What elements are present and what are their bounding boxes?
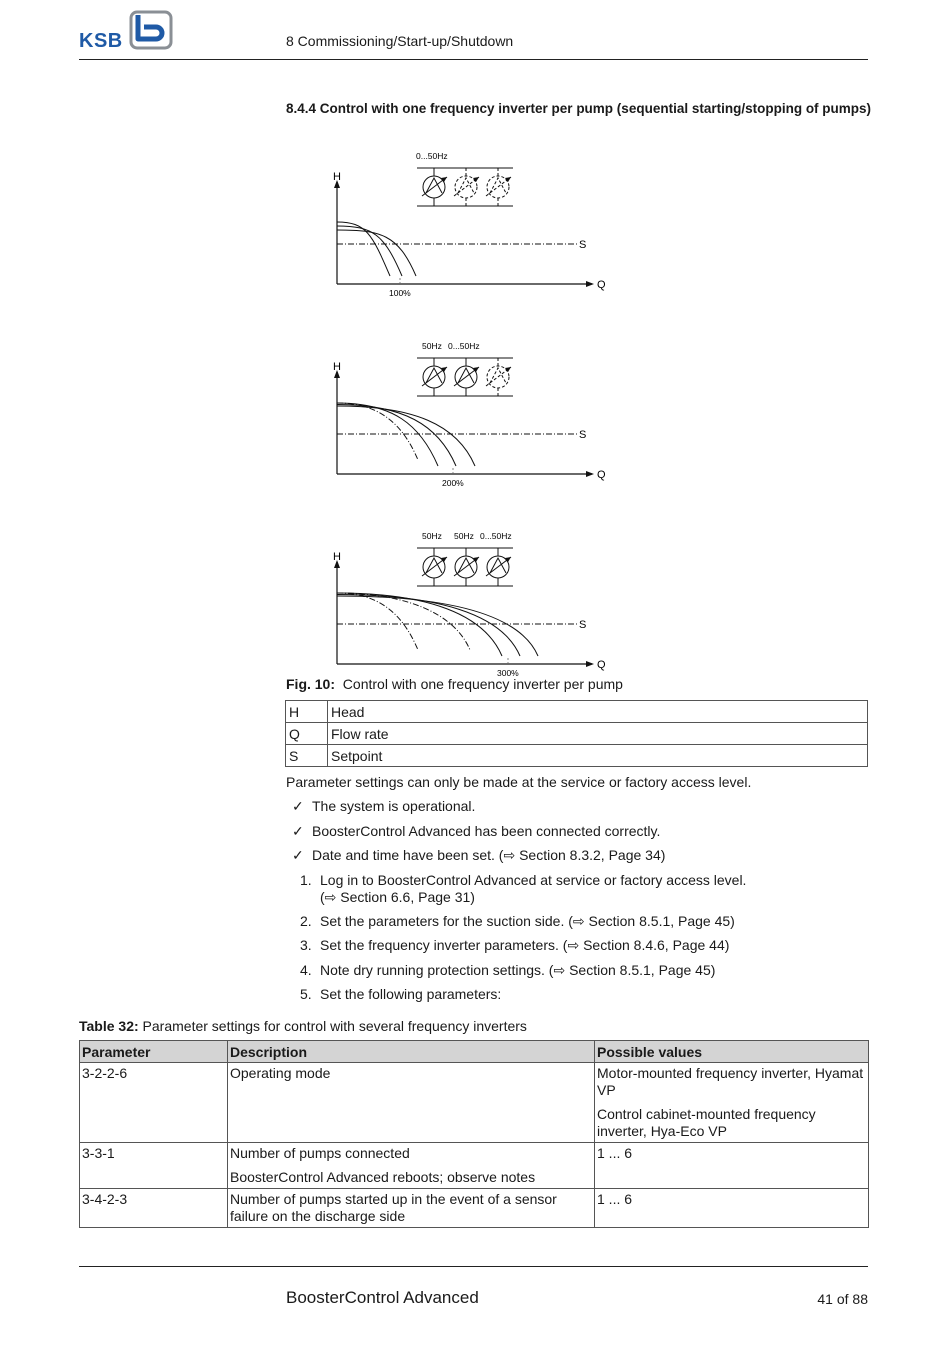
- param-cell: 3-3-1: [80, 1143, 228, 1189]
- figure-caption: [286, 676, 623, 692]
- description-text: Operating mode: [230, 1065, 331, 1081]
- axis-label-flow: Q: [597, 279, 606, 291]
- step-number: 2.: [300, 913, 312, 929]
- step-item: [300, 962, 860, 979]
- frequency-label: 50Hz: [422, 531, 442, 541]
- figure-caption-text: Control with one frequency inverter per pump: [342, 676, 623, 692]
- intro-text: Parameter settings can only be made at the service or factory access level.: [286, 774, 752, 790]
- setpoint-label: S: [579, 239, 587, 251]
- col-header-values: Possible values: [595, 1041, 869, 1063]
- check-icon: ✓: [292, 822, 304, 839]
- frequency-label: 50Hz: [454, 531, 474, 541]
- value-text: 1 ... 6: [597, 1145, 633, 1161]
- param-cell: 3-2-2-6: [80, 1063, 228, 1143]
- legend-key: H: [286, 701, 328, 723]
- frequency-label: 0...50Hz: [480, 531, 512, 541]
- setpoint-label: S: [579, 619, 587, 631]
- step-text: Set the following parameters:: [320, 986, 502, 1002]
- value-text: 1 ... 6: [597, 1191, 633, 1207]
- step-reference: (⇨ Section 6.6, Page 31): [320, 889, 475, 905]
- step-number: 5.: [300, 986, 312, 1002]
- percent-label: 100%: [389, 288, 411, 298]
- step-item: [300, 986, 860, 1003]
- step-item: [300, 937, 860, 954]
- check-icon: ✓: [292, 847, 304, 863]
- values-cell: [595, 1143, 869, 1189]
- header-rule: [79, 59, 868, 60]
- table-label: Table 32:: [79, 1018, 139, 1034]
- description-cell: [228, 1063, 595, 1143]
- axis-label-head: H: [333, 361, 341, 373]
- description-cell: [228, 1189, 595, 1228]
- step-text: Log in to BoosterControl Advanced at service or factory access level.: [320, 872, 747, 888]
- step-number: 3.: [300, 937, 312, 953]
- axis-label-flow: Q: [597, 469, 606, 481]
- percent-label: 300%: [497, 668, 519, 678]
- col-header-parameter: Parameter: [80, 1041, 228, 1063]
- pump-diagram: [333, 341, 606, 488]
- pump-curve-diagrams: [320, 140, 620, 678]
- values-cell: [595, 1063, 869, 1143]
- pump-icon: [454, 358, 479, 396]
- param-cell: 3-4-2-3: [80, 1189, 228, 1228]
- prerequisite-text: The system is operational.: [312, 798, 476, 814]
- ksb-logo-icon: [128, 9, 174, 51]
- description-text: Number of pumps started up in the event of a sensor failure on the discharge side: [230, 1191, 557, 1224]
- section-title: 8.4.4 Control with one frequency inverter per pump (sequential starting/stopping of pumps): [286, 101, 872, 116]
- prerequisite-item: [292, 823, 660, 840]
- legend-table: [285, 700, 868, 767]
- legend-value: Head: [328, 701, 868, 723]
- legend-value: Setpoint: [328, 745, 868, 767]
- col-header-description: Description: [228, 1041, 595, 1063]
- setpoint-label: S: [579, 429, 587, 441]
- pump-icon: [486, 168, 511, 206]
- legend-row: [286, 723, 868, 745]
- pump-icon: [422, 548, 447, 586]
- legend-row: [286, 701, 868, 723]
- pump-icon: [486, 548, 511, 586]
- frequency-label: 0...50Hz: [448, 341, 480, 351]
- axis-label-head: H: [333, 171, 341, 183]
- table-caption: [79, 1018, 527, 1034]
- pump-icon: [454, 548, 479, 586]
- step-number: 1.: [300, 872, 312, 888]
- pump-icon: [454, 168, 479, 206]
- values-cell: [595, 1189, 869, 1228]
- footer-title: BoosterControl Advanced: [286, 1288, 479, 1307]
- axis-label-head: H: [333, 551, 341, 563]
- legend-key: S: [286, 745, 328, 767]
- step-text: Note dry running protection settings. (⇨ Section 8.5.1, Page 45): [320, 962, 716, 978]
- ksb-logo-text: KSB: [79, 30, 123, 52]
- frequency-label: 50Hz: [422, 341, 442, 351]
- table-caption-text: Parameter settings for control with several frequency inverters: [142, 1018, 527, 1034]
- prerequisite-item: [292, 798, 475, 815]
- prerequisite-text: BoosterControl Advanced has been connected correctly.: [312, 822, 661, 839]
- value-text: Motor-mounted frequency inverter, Hyamat VP: [597, 1065, 864, 1098]
- prerequisite-text: Date and time have been set. (⇨ Section 8.3.2, Page 34): [312, 847, 666, 863]
- table-row: [80, 1063, 869, 1143]
- legend-row: [286, 745, 868, 767]
- step-item: [300, 872, 860, 906]
- parameter-table: [79, 1040, 869, 1228]
- percent-label: 200%: [442, 478, 464, 488]
- pump-diagram: [333, 151, 606, 298]
- frequency-label: 0...50Hz: [416, 151, 448, 161]
- prerequisite-item: [292, 847, 665, 864]
- pump-icon: [422, 168, 447, 206]
- legend-value: Flow rate: [328, 723, 868, 745]
- description-text: Number of pumps connected: [230, 1145, 410, 1161]
- step-text: Set the parameters for the suction side. (⇨ Section 8.5.1, Page 45): [320, 913, 735, 929]
- pump-icon: [486, 358, 511, 396]
- pump-icon: [422, 358, 447, 396]
- description-cell: [228, 1143, 595, 1189]
- figure-label: Fig. 10:: [286, 676, 336, 692]
- axis-label-flow: Q: [597, 659, 606, 671]
- legend-key: Q: [286, 723, 328, 745]
- value-text: Control cabinet-mounted frequency inverter, Hya-Eco VP: [597, 1106, 816, 1139]
- page-number: 41 of 88: [817, 1291, 868, 1307]
- header-section: 8 Commissioning/Start-up/Shutdown: [286, 33, 514, 49]
- pump-diagram: [333, 531, 606, 678]
- step-number: 4.: [300, 962, 312, 978]
- table-row: [80, 1189, 869, 1228]
- step-text: Set the frequency inverter parameters. (⇨ Section 8.4.6, Page 44): [320, 937, 730, 953]
- footer-rule: [79, 1266, 868, 1267]
- step-item: [300, 913, 860, 930]
- table-row: [80, 1143, 869, 1189]
- check-icon: ✓: [292, 798, 304, 814]
- description-text: BoosterControl Advanced reboots; observe notes: [230, 1169, 536, 1185]
